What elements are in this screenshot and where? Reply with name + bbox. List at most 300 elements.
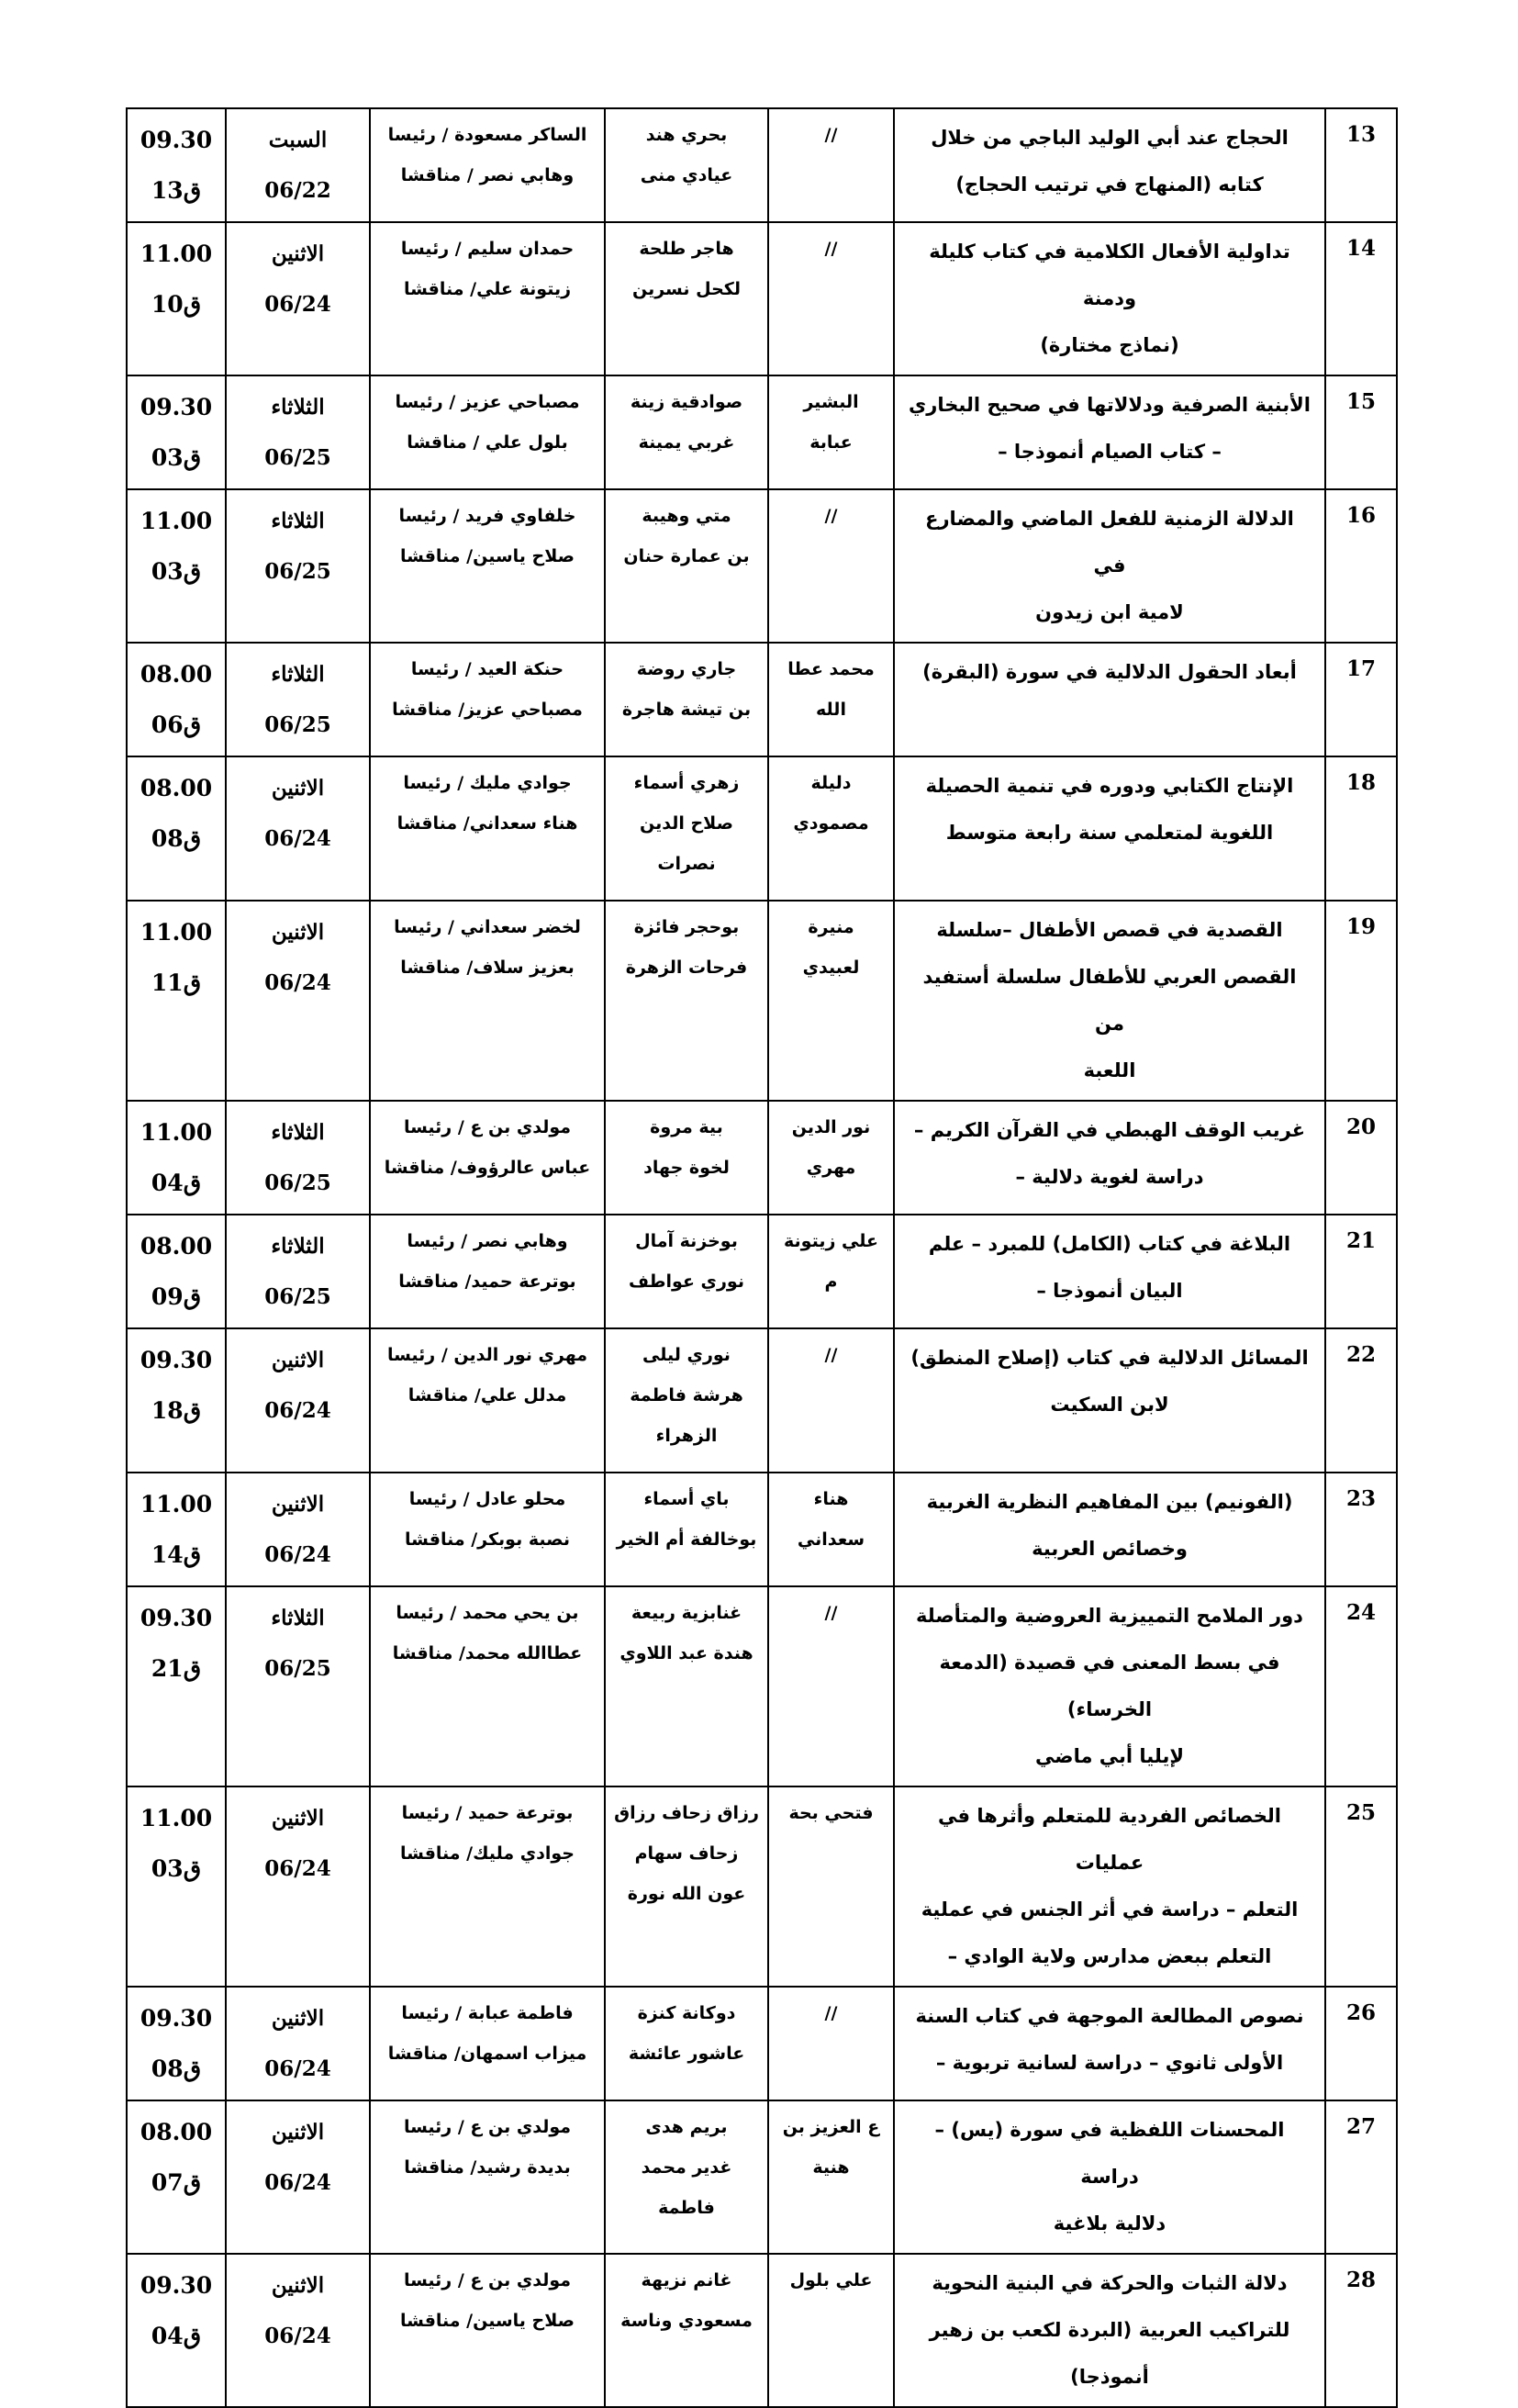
students-line: بية مروة: [650, 1117, 723, 1137]
defense-time-line: 09.30: [140, 394, 213, 420]
defense-day-cell: [226, 1586, 370, 1786]
supervisor-line: سعداني: [797, 1529, 865, 1550]
thesis-title-line: الإنتاج الكتابي ودوره في تنمية الحصيلة: [925, 775, 1294, 797]
jury-cell: [370, 1786, 605, 1987]
thesis-title-line: تداولية الأفعال الكلامية في كتاب كليلة ودمنة: [929, 241, 1290, 309]
row-number-cell: 22: [1325, 1328, 1397, 1473]
defense-time-cell: [127, 901, 226, 1101]
defense-time-line: ق03: [151, 444, 202, 471]
students-line: عون الله نورة: [627, 1884, 746, 1904]
defense-day-line: 06/24: [264, 1542, 331, 1567]
jury-line: مهري نور الدين / رئيسا: [386, 1345, 588, 1365]
thesis-title-line: البلاغة في كتاب (الكامل) للمبرد – علم: [928, 1233, 1291, 1255]
thesis-title-line: الدلالة الزمنية للفعل الماضي والمضارع في: [925, 508, 1294, 577]
thesis-title-cell: [894, 1215, 1325, 1328]
row-number-cell: 18: [1325, 756, 1397, 901]
students-line: هندة عبد اللاوي: [619, 1643, 753, 1663]
defense-time-cell: [127, 222, 226, 375]
defense-day-cell: [226, 375, 370, 489]
jury-line: هناء سعداني/ مناقشا: [396, 813, 578, 834]
defense-day-line: الاثنين: [271, 1492, 325, 1517]
students-line: فاطمة: [658, 2198, 715, 2218]
students-line: لخوة جهاد: [643, 1158, 730, 1178]
jury-cell: [370, 2254, 605, 2407]
table-row: [127, 1786, 1397, 1987]
jury-line: عباس عالرؤوف/ مناقشا: [384, 1158, 591, 1178]
students-cell: [605, 2100, 768, 2254]
defense-day-line: الاثنين: [271, 920, 325, 945]
defense-time-line: 09.30: [140, 2272, 213, 2299]
defense-day-cell: [226, 1101, 370, 1215]
defense-time-cell: [127, 1328, 226, 1473]
jury-cell: [370, 643, 605, 756]
jury-line: لخضر سعداني / رئيسا: [394, 917, 581, 937]
defense-time-line: 08.00: [140, 2119, 213, 2145]
jury-line: جوادي مليك/ مناقشا: [400, 1843, 575, 1864]
defense-day-line: 06/25: [264, 1656, 331, 1681]
thesis-title-cell: [894, 1586, 1325, 1786]
supervisor-cell: [768, 1473, 894, 1586]
supervisor-line: ع العزيز بن: [782, 2117, 880, 2137]
thesis-title-cell: [894, 1328, 1325, 1473]
students-line: هاجر طلحة: [639, 239, 734, 259]
defense-time-cell: [127, 1101, 226, 1215]
defense-time-line: ق04: [151, 2323, 202, 2349]
schedule-body: [127, 108, 1397, 2407]
students-line: عيادي منى: [640, 165, 733, 185]
supervisor-line: الله: [816, 700, 846, 720]
defense-schedule-table: [126, 107, 1398, 2408]
defense-time-line: 09.30: [140, 2005, 213, 2032]
supervisor-cell: [768, 643, 894, 756]
supervisor-line: مصمودي: [793, 813, 869, 834]
defense-day-line: 06/24: [264, 2324, 331, 2348]
jury-line: حنكة العيد / رئيسا: [410, 659, 564, 679]
table-row: [127, 756, 1397, 901]
thesis-title-line: البيان أنموذجا –: [1036, 1280, 1183, 1302]
table-row: [127, 108, 1397, 222]
defense-day-line: 06/25: [264, 445, 331, 470]
thesis-title-cell: [894, 1987, 1325, 2100]
defense-day-line: السبت: [268, 128, 328, 152]
defense-time-line: ق10: [151, 291, 202, 318]
students-cell: [605, 1328, 768, 1473]
supervisor-cell: [768, 2100, 894, 2254]
defense-time-line: ق21: [151, 1655, 202, 1682]
thesis-title-line: دور الملامح التمييزية العروضية والمتأصلة: [916, 1605, 1303, 1627]
defense-time-line: 08.00: [140, 775, 213, 801]
thesis-title-line: دلالة الثبات والحركة في البنية النحوية: [932, 2272, 1288, 2294]
jury-cell: [370, 222, 605, 375]
jury-line: الساكر مسعودة / رئيسا: [387, 125, 587, 145]
table-row: [127, 222, 1397, 375]
supervisor-cell: [768, 1586, 894, 1786]
defense-time-cell: [127, 108, 226, 222]
students-cell: [605, 901, 768, 1101]
jury-line: محلو عادل / رئيسا: [408, 1489, 566, 1509]
defense-time-line: ق07: [151, 2169, 202, 2196]
defense-time-line: ق14: [151, 1541, 202, 1568]
row-number-cell: 27: [1325, 2100, 1397, 2254]
defense-day-line: 06/25: [264, 712, 331, 737]
defense-day-line: الاثنين: [271, 1806, 325, 1831]
defense-day-line: 06/24: [264, 1398, 331, 1423]
students-line: نصرات: [657, 854, 716, 874]
supervisor-cell: [768, 375, 894, 489]
table-row: [127, 1328, 1397, 1473]
defense-time-line: ق11: [151, 969, 202, 996]
defense-time-line: ق06: [151, 711, 202, 738]
students-line: غنابزية ربيعة: [631, 1603, 742, 1623]
jury-line: بوترعة حميد/ مناقشا: [398, 1271, 576, 1292]
jury-line: فاطمة عبابة / رئيسا: [401, 2003, 574, 2023]
defense-time-line: 09.30: [140, 127, 213, 153]
supervisor-line: مهري: [806, 1158, 856, 1178]
thesis-title-line: المسائل الدلالية في كتاب (إصلاح المنطق): [910, 1347, 1309, 1369]
defense-day-line: 06/24: [264, 970, 331, 995]
defense-day-cell: [226, 643, 370, 756]
supervisor-line: //: [824, 239, 838, 259]
row-number-cell: 28: [1325, 2254, 1397, 2407]
defense-time-line: 09.30: [140, 1605, 213, 1631]
supervisor-cell: [768, 1786, 894, 1987]
table-row: [127, 2254, 1397, 2407]
row-number-cell: 24: [1325, 1586, 1397, 1786]
thesis-title-line: في بسط المعنى في قصيدة (الدمعة الخرساء): [939, 1652, 1280, 1720]
thesis-title-line: (الفونيم) بين المفاهيم النظرية الغربية: [926, 1491, 1293, 1513]
students-line: صلاح الدين: [640, 813, 733, 834]
defense-day-line: الثلاثاء: [271, 1234, 325, 1259]
defense-day-line: الاثنين: [271, 2006, 325, 2031]
thesis-title-cell: [894, 1101, 1325, 1215]
thesis-title-line: القصدية في قصص الأطفال –سلسلة: [936, 919, 1283, 941]
students-line: جاري روضة: [636, 659, 737, 679]
thesis-title-cell: [894, 756, 1325, 901]
thesis-title-line: نصوص المطالعة الموجهة في كتاب السنة: [915, 2005, 1304, 2027]
students-line: زحاف سهام: [634, 1843, 739, 1864]
defense-time-cell: [127, 375, 226, 489]
supervisor-cell: [768, 901, 894, 1101]
students-line: غربي يمينة: [638, 432, 735, 453]
defense-time-cell: [127, 2254, 226, 2407]
jury-line: مولدي بن ع / رئيسا: [403, 1117, 572, 1137]
jury-line: زيتونة علي/ مناقشا: [403, 279, 572, 299]
supervisor-line: نور الدين: [791, 1117, 871, 1137]
jury-line: نصبة بوبكر/ مناقشا: [405, 1529, 570, 1550]
row-number-cell: 15: [1325, 375, 1397, 489]
defense-day-line: 06/22: [264, 178, 331, 203]
jury-cell: [370, 375, 605, 489]
thesis-title-cell: [894, 222, 1325, 375]
defense-day-cell: [226, 2254, 370, 2407]
thesis-title-line: التعلم ببعض مدارس ولاية الوادي –: [947, 1945, 1272, 1967]
jury-cell: [370, 1328, 605, 1473]
students-cell: [605, 1987, 768, 2100]
jury-cell: [370, 1473, 605, 1586]
table-row: [127, 1215, 1397, 1328]
students-line: هرشة فاطمة: [630, 1385, 743, 1406]
students-line: صوادقية زينة: [630, 392, 743, 412]
jury-line: صلاح ياسين/ مناقشا: [399, 2311, 575, 2331]
supervisor-cell: [768, 2254, 894, 2407]
defense-time-line: ق08: [151, 2055, 202, 2082]
students-line: رزاق زحاف رزاق: [614, 1803, 759, 1823]
defense-time-cell: [127, 1215, 226, 1328]
thesis-title-cell: [894, 1473, 1325, 1586]
defense-time-cell: [127, 1786, 226, 1987]
thesis-title-line: الحجاج عند أبي الوليد الباجي من خلال: [931, 127, 1289, 149]
students-cell: [605, 643, 768, 756]
students-cell: [605, 1586, 768, 1786]
defense-time-line: ق03: [151, 558, 202, 585]
students-cell: [605, 222, 768, 375]
supervisor-cell: [768, 1328, 894, 1473]
jury-line: صلاح ياسين/ مناقشا: [399, 546, 575, 566]
thesis-title-line: (نماذج مختارة): [1040, 334, 1179, 356]
defense-time-line: 11.00: [140, 1491, 213, 1518]
thesis-title-line: الأبنية الصرفية ودلالاتها في صحيح البخاري: [909, 394, 1311, 416]
defense-time-line: ق13: [151, 177, 202, 204]
defense-day-line: الاثنين: [271, 2120, 325, 2145]
students-line: بوخزنة آمال: [635, 1231, 738, 1251]
supervisor-line: //: [824, 2003, 838, 2023]
defense-day-cell: [226, 1328, 370, 1473]
thesis-title-line: القصص العربي للأطفال سلسلة أستفيد من: [922, 966, 1297, 1035]
students-cell: [605, 756, 768, 901]
jury-line: عطاالله محمد/ مناقشا: [392, 1643, 583, 1663]
row-number-cell: 20: [1325, 1101, 1397, 1215]
table-row: [127, 375, 1397, 489]
defense-time-cell: [127, 643, 226, 756]
students-line: فرحات الزهرة: [625, 958, 748, 978]
jury-cell: [370, 2100, 605, 2254]
jury-cell: [370, 1586, 605, 1786]
jury-cell: [370, 1215, 605, 1328]
jury-cell: [370, 1101, 605, 1215]
defense-day-line: 06/25: [264, 1284, 331, 1309]
supervisor-line: البشير: [803, 392, 859, 412]
supervisor-line: م: [824, 1271, 838, 1292]
defense-day-line: الاثنين: [271, 241, 325, 266]
defense-time-line: ق18: [151, 1397, 202, 1424]
defense-time-line: 08.00: [140, 1233, 213, 1260]
defense-day-line: 06/24: [264, 1856, 331, 1881]
students-line: لكحل نسرين: [632, 279, 741, 299]
defense-time-line: 11.00: [140, 919, 213, 946]
supervisor-line: دليلة: [810, 773, 852, 793]
thesis-title-line: أبعاد الحقول الدلالية في سورة (البقرة): [922, 661, 1297, 683]
students-line: باي أسماء: [643, 1489, 730, 1509]
supervisor-cell: [768, 222, 894, 375]
students-line: بن عمارة حنان: [623, 546, 750, 566]
thesis-title-line: وخصائص العربية: [1032, 1538, 1188, 1560]
defense-day-line: 06/25: [264, 559, 331, 584]
thesis-title-line: لابن السكيت: [1050, 1394, 1169, 1416]
defense-day-line: الثلاثاء: [271, 1120, 325, 1145]
row-number-cell: 14: [1325, 222, 1397, 375]
defense-time-cell: [127, 2100, 226, 2254]
thesis-title-line: اللعبة: [1083, 1059, 1136, 1081]
thesis-title-cell: [894, 901, 1325, 1101]
table-row: [127, 2100, 1397, 2254]
students-line: بريم هدى: [645, 2117, 728, 2137]
defense-day-line: الثلاثاء: [271, 1606, 325, 1630]
defense-day-line: الثلاثاء: [271, 509, 325, 533]
row-number-cell: 26: [1325, 1987, 1397, 2100]
jury-line: بديدة رشيد/ مناقشا: [404, 2157, 571, 2178]
students-cell: [605, 375, 768, 489]
defense-time-line: 11.00: [140, 1119, 213, 1146]
defense-time-line: 11.00: [140, 508, 213, 534]
defense-time-line: 11.00: [140, 1805, 213, 1831]
supervisor-line: عبابة: [809, 432, 853, 453]
row-number-cell: 23: [1325, 1473, 1397, 1586]
supervisor-line: //: [824, 1603, 838, 1623]
jury-line: وهابي نصر / رئيسا: [407, 1231, 568, 1251]
defense-day-cell: [226, 901, 370, 1101]
table-row: [127, 1101, 1397, 1215]
thesis-title-line: المحسنات اللفظية في سورة (يس) – دراسة: [934, 2119, 1285, 2188]
defense-time-line: ق08: [151, 825, 202, 852]
defense-time-cell: [127, 1987, 226, 2100]
thesis-title-cell: [894, 108, 1325, 222]
table-row: [127, 489, 1397, 643]
row-number-cell: 13: [1325, 108, 1397, 222]
jury-line: خلفاوي فريد / رئيسا: [398, 506, 576, 526]
jury-line: مصباحي عزيز/ مناقشا: [392, 700, 583, 720]
jury-line: مدلل علي/ مناقشا: [407, 1385, 567, 1406]
defense-day-cell: [226, 1786, 370, 1987]
defense-day-cell: [226, 489, 370, 643]
students-line: بوحجر فائزة: [633, 917, 740, 937]
students-line: نوري عواطف: [629, 1271, 744, 1292]
students-line: بحري هند: [645, 125, 728, 145]
students-cell: [605, 1215, 768, 1328]
thesis-title-line: دراسة لغوية دلالية –: [1015, 1166, 1204, 1188]
students-line: غدير محمد: [641, 2157, 732, 2178]
defense-time-line: 11.00: [140, 241, 213, 267]
jury-line: مولدي بن ع / رئيسا: [403, 2117, 572, 2137]
students-cell: [605, 489, 768, 643]
defense-day-line: 06/25: [264, 1170, 331, 1195]
supervisor-line: علي زيتونة: [784, 1231, 878, 1251]
supervisor-line: هنية: [812, 2157, 850, 2178]
defense-day-cell: [226, 1473, 370, 1586]
students-line: دوكانة كنزة: [637, 2003, 736, 2023]
thesis-title-cell: [894, 489, 1325, 643]
supervisor-line: //: [824, 1345, 838, 1365]
supervisor-cell: [768, 1215, 894, 1328]
students-line: عاشور عائشة: [628, 2044, 745, 2064]
jury-line: مولدي بن ع / رئيسا: [403, 2270, 572, 2290]
supervisor-line: //: [824, 506, 838, 526]
students-line: نوري ليلى: [642, 1345, 731, 1365]
row-number-cell: 25: [1325, 1786, 1397, 1987]
defense-time-line: ق04: [151, 1170, 202, 1196]
jury-line: جوادي مليك / رئيسا: [403, 773, 572, 793]
defense-day-line: الاثنين: [271, 776, 325, 801]
thesis-title-cell: [894, 2254, 1325, 2407]
table-row: [127, 1987, 1397, 2100]
supervisor-line: محمد عطا: [787, 659, 875, 679]
jury-cell: [370, 1987, 605, 2100]
row-number-cell: 21: [1325, 1215, 1397, 1328]
jury-line: بعزيز سلاف/ مناقشا: [400, 958, 575, 978]
row-number-cell: 17: [1325, 643, 1397, 756]
supervisor-cell: [768, 1101, 894, 1215]
table-row: [127, 1586, 1397, 1786]
thesis-title-line: اللغوية لمتعلمي سنة رابعة متوسط: [945, 822, 1274, 844]
thesis-title-line: لإيليا أبي ماضي: [1035, 1745, 1184, 1767]
table-row: [127, 1473, 1397, 1586]
defense-day-line: الاثنين: [271, 2273, 325, 2298]
students-cell: [605, 2254, 768, 2407]
jury-line: بوترعة حميد / رئيسا: [401, 1803, 574, 1823]
supervisor-line: لعبيدي: [802, 958, 860, 978]
defense-time-line: 09.30: [140, 1347, 213, 1373]
defense-day-cell: [226, 222, 370, 375]
defense-day-line: الثلاثاء: [271, 662, 325, 687]
thesis-title-line: دلالية بلاغية: [1053, 2212, 1166, 2234]
jury-cell: [370, 756, 605, 901]
defense-time-line: 08.00: [140, 661, 213, 688]
thesis-title-line: الأولى ثانوي – دراسة لسانية تربوية –: [935, 2052, 1284, 2074]
students-cell: [605, 1101, 768, 1215]
students-line: مسعودي وناسة: [620, 2311, 753, 2331]
thesis-title-cell: [894, 1786, 1325, 1987]
thesis-title-line: كتابه (المنهاج في ترتيب الحجاج): [955, 174, 1264, 196]
defense-day-line: 06/24: [264, 2170, 331, 2195]
jury-line: بلول علي / مناقشا: [407, 432, 568, 453]
jury-line: بن يحي محمد / رئيسا: [396, 1603, 579, 1623]
students-cell: [605, 1473, 768, 1586]
students-line: الزهراء: [655, 1426, 718, 1446]
supervisor-cell: [768, 1987, 894, 2100]
supervisor-cell: [768, 756, 894, 901]
table-row: [127, 901, 1397, 1101]
supervisor-line: منيرة: [808, 917, 854, 937]
defense-day-cell: [226, 756, 370, 901]
defense-time-cell: [127, 489, 226, 643]
defense-time-cell: [127, 756, 226, 901]
jury-line: وهابي نصر / مناقشا: [400, 165, 575, 185]
thesis-title-line: غريب الوقف الهبطي في القرآن الكريم –: [913, 1119, 1306, 1141]
defense-day-line: الثلاثاء: [271, 395, 325, 420]
jury-line: مصباحي عزيز / رئيسا: [395, 392, 580, 412]
supervisor-cell: [768, 489, 894, 643]
thesis-title-cell: [894, 2100, 1325, 2254]
students-line: متي وهيبة: [642, 506, 731, 526]
thesis-title-cell: [894, 643, 1325, 756]
defense-time-cell: [127, 1473, 226, 1586]
students-line: بوخالفة أم الخير: [616, 1529, 757, 1550]
jury-cell: [370, 901, 605, 1101]
defense-day-line: 06/24: [264, 292, 331, 317]
jury-line: حمدان سليم / رئيسا: [400, 239, 575, 259]
students-cell: [605, 1786, 768, 1987]
jury-cell: [370, 489, 605, 643]
row-number-cell: 16: [1325, 489, 1397, 643]
students-line: بن تيشة هاجرة: [621, 700, 752, 720]
defense-day-line: 06/24: [264, 826, 331, 851]
thesis-title-line: لامية ابن زيدون: [1035, 601, 1184, 623]
defense-day-cell: [226, 1215, 370, 1328]
supervisor-line: //: [824, 125, 838, 145]
supervisor-line: علي بلول: [789, 2270, 873, 2290]
defense-time-line: ق03: [151, 1855, 202, 1882]
students-line: غانم نزيهة: [641, 2270, 732, 2290]
defense-day-line: الاثنين: [271, 1348, 325, 1372]
